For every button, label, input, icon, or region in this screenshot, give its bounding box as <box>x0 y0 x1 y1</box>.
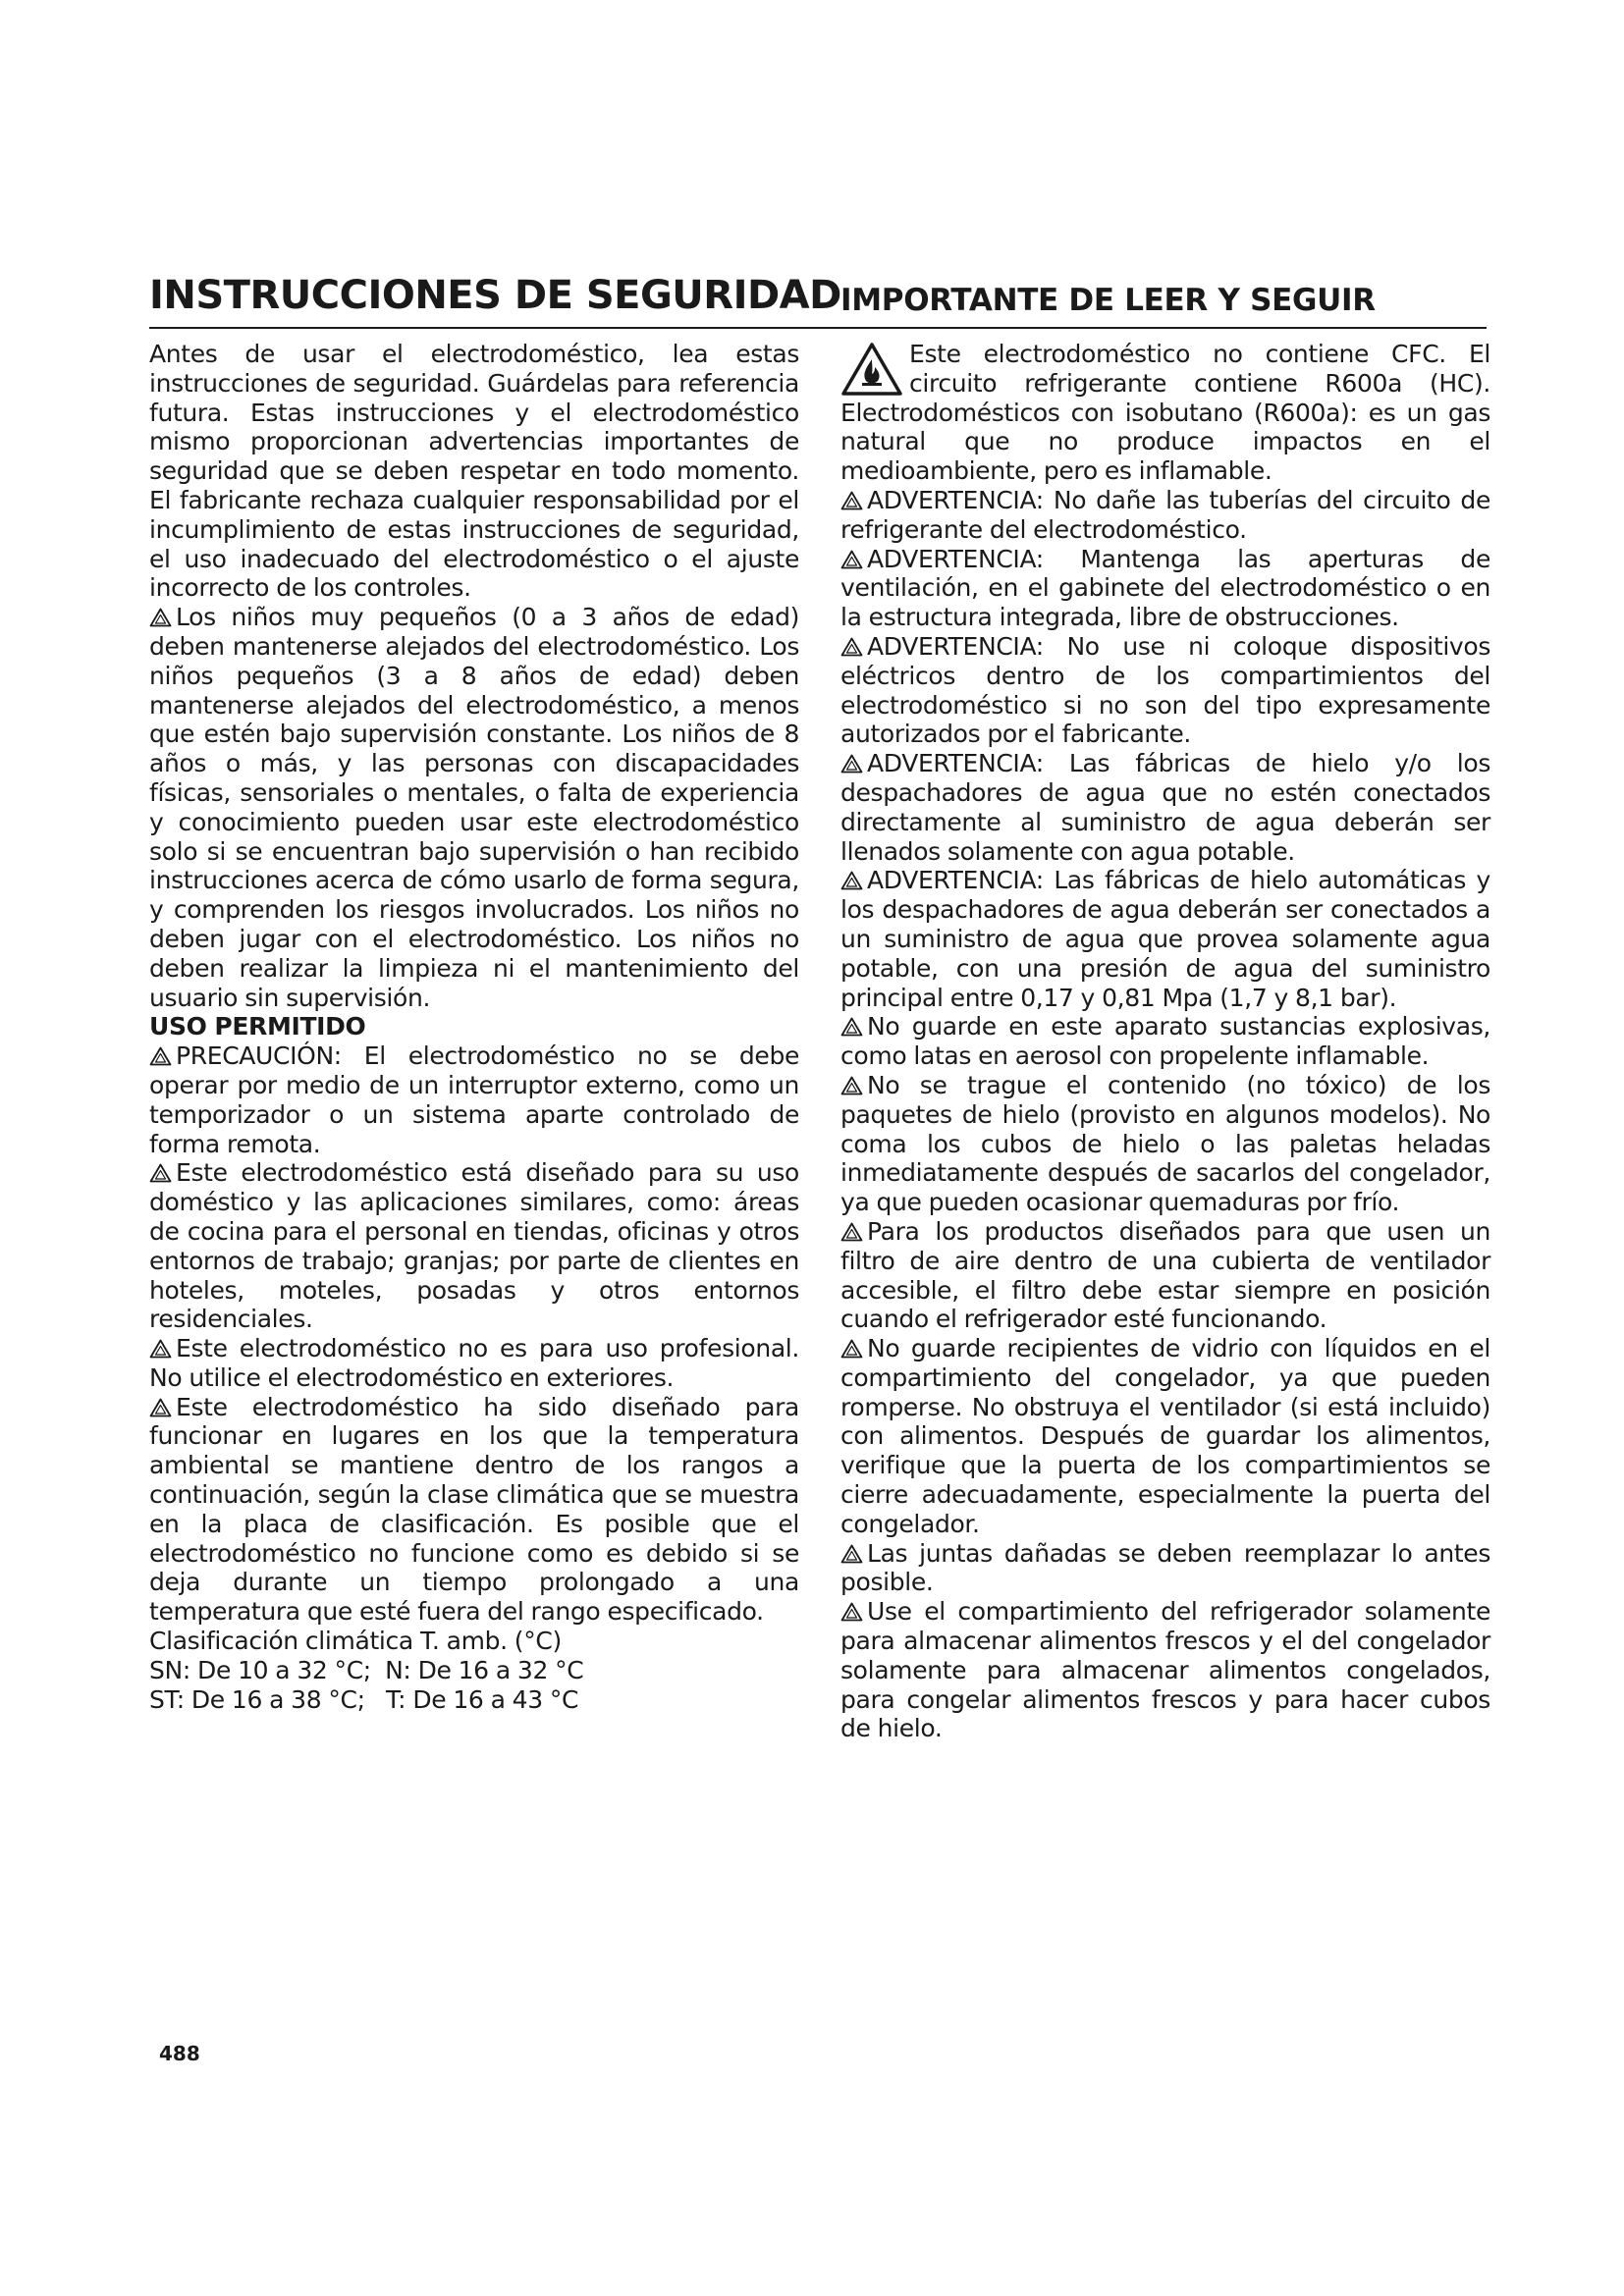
section-subtitle: IMPORTANTE DE LEER Y SEGUIR <box>840 283 1376 318</box>
children-warning <box>149 603 799 1012</box>
warning-triangle-icon <box>149 1398 172 1417</box>
page-number: 488 <box>159 2042 200 2065</box>
cfc-text: Este electrodoméstico no contiene CFC. El circuito refrigerante contiene R600a (HC). Electrodomésticos con isobutano (R600a): es un gas natural que no produce impactos en el medioambiente, pero es inflamable. <box>840 340 1490 486</box>
warning-triangle-icon <box>840 1339 863 1359</box>
warning-triangle-icon <box>149 1046 172 1066</box>
warning-icemakers <box>840 749 1490 866</box>
explosive-warning <box>840 1012 1490 1071</box>
permitted-use-heading: USO PERMITIDO <box>149 1012 366 1041</box>
climate-class-line-1: SN: De 10 a 32 °C; N: De 16 a 32 °C <box>149 1655 584 1684</box>
warning-triangle-icon <box>149 1339 172 1359</box>
precaution-paragraph <box>149 1041 799 1158</box>
warning-triangle-icon <box>840 1017 863 1037</box>
intro-paragraph: Antes de usar el electrodoméstico, lea estas instrucciones de seguridad. Guárdelas para referencia futura. Estas instrucciones y el electrodoméstico mismo proporcionan advertencias importantes de seguridad que se deben respetar en todo momento. El fabricante rechaza cualquier responsabilidad por el incumplimiento de estas instrucciones de seguridad, el uso inadecuado del electrodoméstico o el ajuste incorrecto de los controles. <box>149 340 799 603</box>
warning-triangle-icon <box>149 608 172 627</box>
warning-triangle-icon <box>840 491 863 510</box>
warning-triangle-icon <box>840 550 863 569</box>
warning-devices <box>840 632 1490 749</box>
warning-triangle-icon <box>840 871 863 890</box>
warning-automatic <box>840 866 1490 1012</box>
warning-triangle-icon <box>840 1602 863 1622</box>
seals-warning-text: Las juntas dañadas se deben reemplazar lo antes posible. <box>840 1538 1490 1597</box>
not-professional-paragraph <box>149 1334 799 1393</box>
not-professional-text: Este electrodoméstico no es para uso profesional. No utilice el electrodoméstico en exteriores. <box>149 1334 799 1392</box>
air-filter-warning <box>840 1217 1490 1334</box>
warning-triangle-icon <box>840 754 863 774</box>
climate-range-paragraph <box>149 1393 799 1627</box>
ice-packs-warning-text: No se trague el contenido (no tóxico) de los paquetes de hielo (provisto en algunos modelos). No coma los cubos de hielo o las paletas heladas inmediatamente después de sacarlos del congelador, ya que pueden ocasionar quemaduras por frío. <box>840 1070 1490 1217</box>
children-warning-text: Los niños muy pequeños (0 a 3 años de edad) deben mantenerse alejados del electrodoméstico. Los niños pequeños (3 a 8 años de edad) deben mantenerse alejados del electrodoméstico, a menos que estén bajo supervisión constante. Los niños de 8 años o más, y las personas con discapacidades físicas, sensoriales o mentales, o falta de experiencia y conocimiento pueden usar este electrodoméstico solo si se encuentran bajo supervisión o han recibido instrucciones acerca de cómo usarlo de forma segura, y comprenden los riesgos involucrados. Los niños no deben jugar con el electrodoméstico. Los niños no deben realizar la limpieza ni el mantenimiento del usuario sin supervisión. <box>149 603 799 1012</box>
glass-warning-text: No guarde recipientes de vidrio con líquidos en el compartimiento del congelador, ya que pueden romperse. No obstruya el ventilador (si está incluido) con alimentos. Después de guardar los alimentos, verifique que la puerta de los compartimientos se cierre adecuadamente, especialmente la puerta del congelador. <box>840 1334 1490 1538</box>
warning-triangle-icon <box>840 1222 863 1242</box>
climate-class-line-2: ST: De 16 a 38 °C; T: De 16 a 43 °C <box>149 1684 579 1714</box>
domestic-use-text: Este electrodoméstico está diseñado para su uso doméstico y las aplicaciones similares, como: áreas de cocina para el personal en tiendas, oficinas y otros entornos de trabajo; granjas; por parte de clientes en hoteles, moteles, posadas y otros entornos residenciales. <box>149 1158 799 1334</box>
explosive-warning-text: No guarde en este aparato sustancias explosivas, como latas en aerosol con propelente inflamable. <box>840 1012 1490 1071</box>
glass-warning <box>840 1334 1490 1539</box>
warning-automatic-text: ADVERTENCIA: Las fábricas de hielo automáticas y los despachadores de agua deberán ser conectados a un suministro de agua que provea solamente agua potable, con una presión de agua del suministro principal entre 0,17 y 0,81 Mpa (1,7 y 8,1 bar). <box>840 866 1490 1012</box>
page-header <box>149 265 1487 330</box>
cfc-paragraph <box>840 340 1490 486</box>
warning-devices-text: ADVERTENCIA: No use ni coloque dispositivos eléctricos dentro de los compartimientos del electrodoméstico si no son del tipo expresamente autorizados por el fabricante. <box>840 631 1490 749</box>
flammable-warning-icon <box>840 342 903 397</box>
precaution-text: PRECAUCIÓN: El electrodoméstico no se debe operar por medio de un interruptor externo, como un temporizador o un sistema aparte controlado de forma remota. <box>149 1041 799 1158</box>
seals-warning <box>840 1539 1490 1598</box>
climate-range-text: Este electrodoméstico ha sido diseñado para funcionar en lugares en los que la temperatura ambiental se mantiene dentro de los rangos a continuación, según la clase climática que se muestra en la placa de clasificación. Es posible que el electrodoméstico no funcione como es debido si se deja durante un tiempo prolongado a una temperatura que esté fuera del rango especificado. <box>149 1392 799 1627</box>
section-title: INSTRUCCIONES DE SEGURIDAD <box>149 273 841 318</box>
header-divider <box>149 327 1487 329</box>
warning-triangle-icon <box>149 1163 172 1183</box>
ice-packs-warning <box>840 1071 1490 1217</box>
air-filter-warning-text: Para los productos diseñados para que usen un filtro de aire dentro de una cubierta de ventilador accesible, el filtro debe estar siempre en posición cuando el refrigerador esté funcionando. <box>840 1216 1490 1334</box>
compartment-use-warning-text: Use el compartimiento del refrigerador solamente para almacenar alimentos frescos y el del congelador solamente para almacenar alimentos congelados, para congelar alimentos frescos y para hacer cubos de hielo. <box>840 1597 1490 1743</box>
compartment-use-warning <box>840 1597 1490 1743</box>
climate-class-heading: Clasificación climática T. amb. (°C) <box>149 1627 562 1656</box>
right-column <box>840 340 1490 1743</box>
warning-icemakers-text: ADVERTENCIA: Las fábricas de hielo y/o los despachadores de agua que no estén conectados directamente al suministro de agua deberán ser llenados solamente con agua potable. <box>840 749 1490 866</box>
warning-triangle-icon <box>840 637 863 657</box>
warning-pipes <box>840 486 1490 545</box>
left-column <box>149 340 799 1714</box>
warning-triangle-icon <box>840 1544 863 1564</box>
warning-vents <box>840 545 1490 632</box>
domestic-use-paragraph <box>149 1158 799 1334</box>
warning-vents-text: ADVERTENCIA: Mantenga las aperturas de ventilación, en el gabinete del electrodoméstico o en la estructura integrada, libre de obstrucciones. <box>840 544 1490 632</box>
warning-triangle-icon <box>840 1076 863 1095</box>
warning-pipes-text: ADVERTENCIA: No dañe las tuberías del circuito de refrigerante del electrodoméstico. <box>840 485 1490 544</box>
